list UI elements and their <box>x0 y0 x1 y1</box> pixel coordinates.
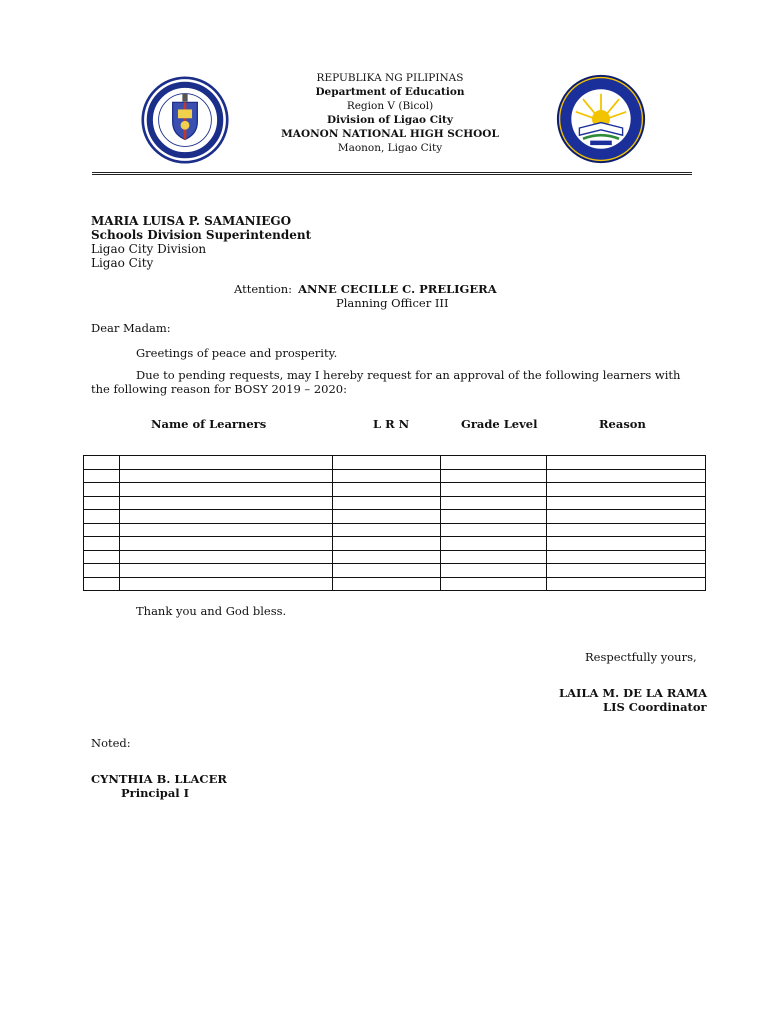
table-row <box>84 564 706 578</box>
table-cell <box>333 496 441 510</box>
noted-label: Noted: <box>91 736 131 750</box>
column-header-grade: Grade Level <box>461 417 538 431</box>
school-seal-icon <box>556 74 646 164</box>
table-cell <box>333 456 441 470</box>
addressee-name: MARIA LUISA P. SAMANIEGO <box>91 214 292 228</box>
table-row <box>84 483 706 497</box>
column-header-name: Name of Learners <box>151 417 267 431</box>
header-republic: REPUBLIKA NG PILIPINAS <box>316 72 464 84</box>
table-cell <box>84 550 120 564</box>
table-row <box>84 469 706 483</box>
table-cell <box>333 483 441 497</box>
table-row <box>84 577 706 591</box>
table-cell <box>84 510 120 524</box>
table-cell <box>333 510 441 524</box>
attention-block <box>234 282 497 310</box>
salutation: Dear Madam: <box>91 321 171 335</box>
header-department: Department of Education <box>315 86 465 98</box>
table-cell <box>547 564 706 578</box>
header-region: Region V (Bicol) <box>346 100 434 112</box>
table-cell <box>120 564 333 578</box>
table-cell <box>547 510 706 524</box>
table-cell <box>441 550 547 564</box>
header-division: Division of Ligao City <box>326 114 454 126</box>
signatory-position: LIS Coordinator <box>603 700 707 714</box>
column-header-lrn: L R N <box>373 417 410 431</box>
table-cell <box>333 577 441 591</box>
table-cell <box>547 523 706 537</box>
table-cell <box>547 537 706 551</box>
table-cell <box>547 469 706 483</box>
table-cell <box>441 510 547 524</box>
table-cell <box>547 456 706 470</box>
table-cell <box>333 469 441 483</box>
table-cell <box>441 483 547 497</box>
table-cell <box>84 564 120 578</box>
complimentary-close: Respectfully yours, <box>585 650 697 664</box>
table-cell <box>333 537 441 551</box>
table-cell <box>120 469 333 483</box>
table-cell <box>120 496 333 510</box>
greeting: Greetings of peace and prosperity. <box>136 346 338 360</box>
learners-table-body <box>84 456 706 591</box>
closing-line: Thank you and God bless. <box>136 604 287 618</box>
column-header-reason: Reason <box>599 417 646 431</box>
table-cell <box>120 537 333 551</box>
table-cell <box>441 496 547 510</box>
table-cell <box>120 483 333 497</box>
table-cell <box>120 523 333 537</box>
table-cell <box>333 564 441 578</box>
table-cell <box>333 523 441 537</box>
table-cell <box>547 550 706 564</box>
table-cell <box>120 577 333 591</box>
addressee-title: Schools Division Superintendent <box>91 228 312 242</box>
table-cell <box>120 456 333 470</box>
table-cell <box>547 483 706 497</box>
table-cell <box>84 496 120 510</box>
body-line-1: Due to pending requests, may I hereby request for an approval of the following learners with <box>136 368 681 382</box>
table-cell <box>84 537 120 551</box>
table-row <box>84 456 706 470</box>
table-cell <box>120 510 333 524</box>
table-row <box>84 537 706 551</box>
addressee-city: Ligao City <box>91 256 154 270</box>
table-cell <box>84 523 120 537</box>
table-cell <box>441 523 547 537</box>
signatory-name: LAILA M. DE LA RAMA <box>559 686 708 700</box>
table-cell <box>84 483 120 497</box>
noter-name: CYNTHIA B. LLACER <box>91 772 227 786</box>
table-cell <box>84 577 120 591</box>
header-school: MAONON NATIONAL HIGH SCHOOL <box>281 128 499 140</box>
noter-block <box>91 772 227 800</box>
noter-position: Principal I <box>121 786 190 800</box>
addressee-office: Ligao City Division <box>91 242 207 256</box>
header-divider <box>92 172 692 175</box>
table-cell <box>441 456 547 470</box>
table-row <box>84 523 706 537</box>
addressee-block <box>91 214 311 270</box>
table-cell <box>84 469 120 483</box>
table-cell <box>84 456 120 470</box>
signatory-block <box>559 686 707 714</box>
table-row <box>84 496 706 510</box>
table-cell <box>547 496 706 510</box>
deped-seal-icon <box>141 76 229 164</box>
table-cell <box>333 550 441 564</box>
letterhead <box>230 71 550 155</box>
table-row <box>84 550 706 564</box>
table-cell <box>441 537 547 551</box>
learners-table <box>83 455 706 591</box>
table-cell <box>547 577 706 591</box>
table-cell <box>441 469 547 483</box>
table-cell <box>120 550 333 564</box>
header-address: Maonon, Ligao City <box>337 142 443 154</box>
table-cell <box>441 577 547 591</box>
attention-name: ANNE CECILLE C. PRELIGERA <box>298 282 497 296</box>
attention-position: Planning Officer III <box>336 296 449 310</box>
body-paragraph <box>91 368 691 396</box>
body-line-2: the following reason for BOSY 2019 – 2020: <box>91 382 347 396</box>
table-cell <box>441 564 547 578</box>
attention-label: Attention: <box>234 282 293 296</box>
table-row <box>84 510 706 524</box>
